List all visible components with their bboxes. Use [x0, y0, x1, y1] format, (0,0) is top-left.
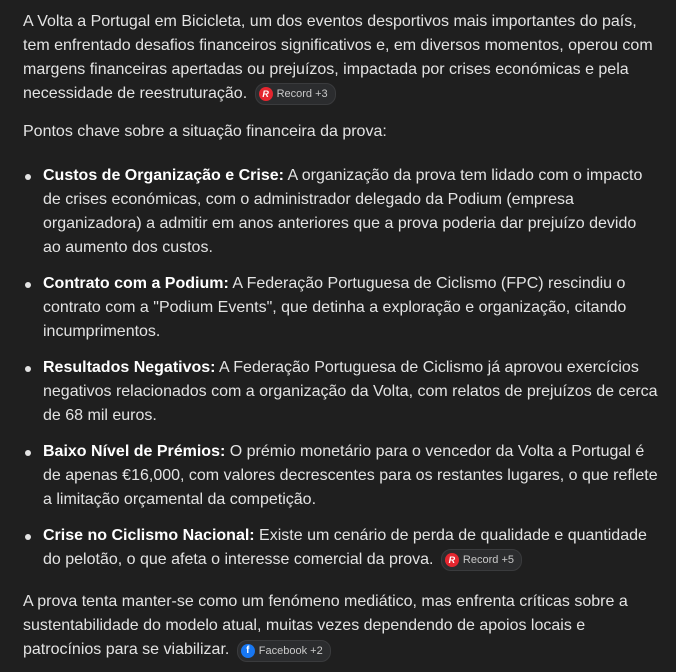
point-text: Existe um cenário de perda de qualidade e quantidade do pelotão, o que afeta o interesse comercial da prova.	[43, 527, 647, 568]
facebook-icon: f	[241, 644, 255, 658]
point-text: O prémio monetário para o vencedor da Volta a Portugal é de apenas €16,000, com valores decrescentes para os restantes lugares, o que reflete a limitação orçamental da competição.	[43, 443, 658, 508]
source-chip-record[interactable]	[255, 83, 336, 105]
source-chip-label: Facebook +2	[258, 645, 323, 657]
list-item	[23, 272, 658, 344]
list-item	[23, 440, 658, 512]
bullet-icon	[25, 366, 31, 372]
point-title: Contrato com a Podium:	[43, 275, 229, 292]
list-item	[23, 524, 658, 572]
point-text: A Federação Portuguesa de Ciclismo já aprovou exercícios negativos relacionados com a organização da Volta, com relatos de prejuízos de cerca de 68 mil euros.	[43, 359, 658, 424]
point-text: A Federação Portuguesa de Ciclismo (FPC) rescindiu o contrato com a "Podium Events", que detinha a exploração e organização, citando incumprimentos.	[43, 275, 627, 340]
source-chip-facebook[interactable]	[237, 640, 331, 662]
record-icon: R	[259, 87, 273, 101]
bullet-icon	[25, 450, 31, 456]
list-item	[23, 356, 658, 428]
source-chip-record[interactable]	[441, 549, 522, 571]
key-points-list	[23, 164, 658, 572]
bullet-icon	[25, 534, 31, 540]
point-title: Baixo Nível de Prémios:	[43, 443, 226, 460]
point-title: Crise no Ciclismo Nacional:	[43, 527, 255, 544]
source-chip-label: Record +5	[462, 554, 514, 566]
point-title: Resultados Negativos:	[43, 359, 216, 376]
conclusion-paragraph	[23, 590, 658, 662]
record-icon: R	[445, 553, 459, 567]
key-points-heading: Pontos chave sobre a situação financeira da prova:	[23, 123, 387, 140]
intro-paragraph	[23, 10, 658, 106]
source-chip-label: Record +3	[276, 88, 328, 100]
bullet-icon	[25, 282, 31, 288]
bullet-icon	[25, 174, 31, 180]
intro-text: A Volta a Portugal em Bicicleta, um dos eventos desportivos mais importantes do país, tem enfrentado desafios financeiros significativos e, em diversos momentos, operou com margens financeiras apertadas ou prejuízos, impactada por crises económicas e pela necessidade de reestruturação.	[23, 13, 653, 102]
point-text: A organização da prova tem lidado com o impacto de crises económicas, com o administrador delegado da Podium (empresa organizadora) a admitir em anos anteriores que a prova poderia dar prejuízo devido ao aumento dos custos.	[43, 167, 643, 256]
point-title: Custos de Organização e Crise:	[43, 167, 284, 184]
list-item	[23, 164, 658, 260]
conclusion-text: A prova tenta manter-se como um fenómeno mediático, mas enfrenta críticas sobre a sustentabilidade do modelo atual, muitas vezes dependendo de apoios locais e patrocínios para se viabilizar.	[23, 593, 628, 658]
